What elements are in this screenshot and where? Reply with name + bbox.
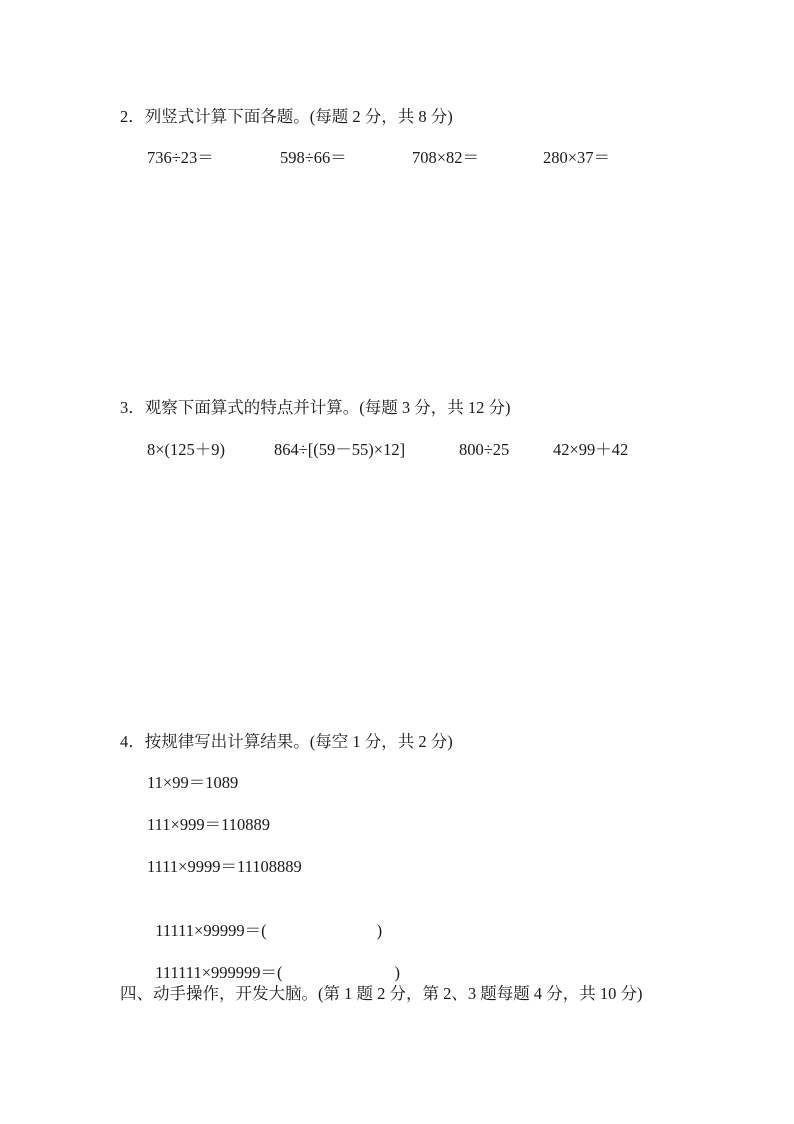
problem-2-3: 708×82＝ <box>412 148 480 167</box>
section-3-heading: 3．观察下面算式的特点并计算。(每题 3 分，共 12 分) <box>120 398 511 417</box>
problem-2-4: 280×37＝ <box>543 148 611 167</box>
section-3-problems <box>0 439 794 549</box>
blank-2-suffix: ) <box>394 963 400 982</box>
problem-2-1: 736÷23＝ <box>147 148 214 167</box>
problem-3-3: 800÷25 <box>459 440 510 459</box>
pattern-line-4 <box>147 898 382 942</box>
pattern-line-2: 111×999＝110889 <box>147 815 270 834</box>
section-four-heading: 四、动手操作，开发大脑。(第 1 题 2 分，第 2、3 题每题 4 分，共 10 分) <box>120 984 643 1003</box>
blank-1-suffix: ) <box>376 921 383 940</box>
problem-2-2: 598÷66＝ <box>280 148 347 167</box>
blank-1-prefix: 11111×99999＝( <box>155 921 267 940</box>
pattern-line-1: 11×99＝1089 <box>147 773 239 792</box>
section-4-heading: 4．按规律写出计算结果。(每空 1 分，共 2 分) <box>120 732 453 751</box>
pattern-line-3: 1111×9999＝11108889 <box>147 857 302 876</box>
section-2-heading: 2．列竖式计算下面各题。(每题 2 分，共 8 分) <box>120 107 453 126</box>
problem-3-1: 8×(125＋9) <box>147 440 226 459</box>
pattern-line-5 <box>147 940 400 984</box>
section-2-problems <box>0 147 794 257</box>
problem-3-4: 42×99＋42 <box>553 440 629 459</box>
blank-2-prefix: 111111×999999＝( <box>155 963 283 982</box>
problem-3-2: 864÷[(59－55)×12] <box>274 440 406 459</box>
